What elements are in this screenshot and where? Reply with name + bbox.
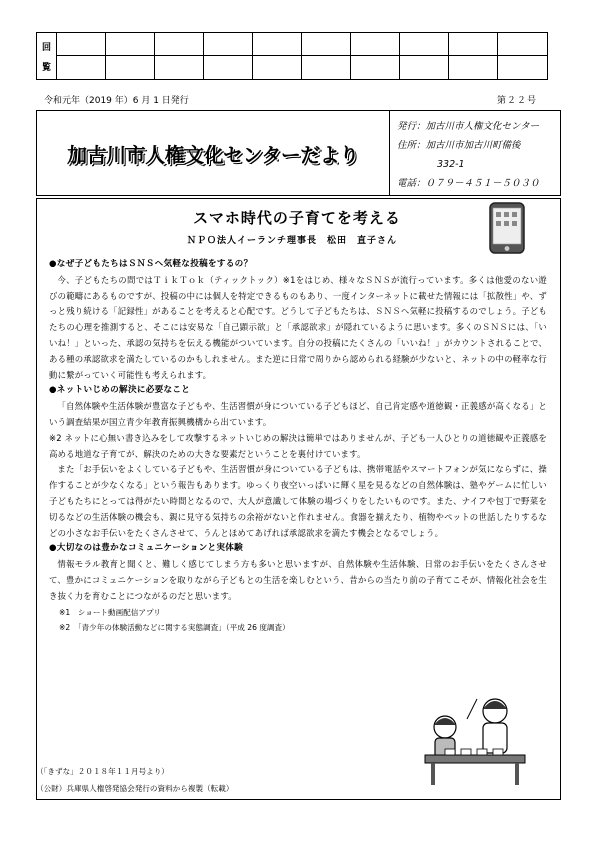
article-body [49,257,547,635]
article-frame [36,198,561,800]
paragraph: 情報モラル教育と聞くと、難しく感じてしまう方も多いと思いますが、自然体験や生活体験、日常のお手伝いをたくさんさせて、豊かにコミュニケーションを取りながら子どもとの生活を楽しむという、昔からの当たり前の子育てこそが、情報化社会を生き抜く力を育むことにつながるのだと思います。 [49,559,547,601]
circulation-cell [351,56,400,79]
circulation-cell [449,33,498,56]
circulation-cell [57,56,106,79]
title-banner [37,111,390,195]
phone-number: 電話：０７９－４５１－５０３０ [397,178,540,189]
circulation-cell [204,56,253,79]
circulation-cell [155,33,204,56]
footnotes [49,605,547,635]
circulation-cell [498,56,547,79]
circulation-cell [253,33,302,56]
source-line-2: （公財）兵庫県人権啓発協会発行の資料から複製（転載） [36,784,234,793]
newsletter-header [36,110,561,196]
issue-number: 第２２号 [496,96,537,106]
publisher-info [397,117,557,193]
circulation-cell [400,33,449,56]
paragraph: 今、子どもたちの間ではＴｉｋＴｏｋ（ティックトック）※1をはじめ、様々なＳＮＳが流行っています。多くは他愛のない遊びの範疇にあるものですが、投稿の中には個人を特定できるものもあり、一度インターネットに載せた情報には「拡散性」や、ずっと残り続ける「記録性」があることを考えると心配です。どうして子どもたちは、ＳＮＳへ気軽に投稿するのでしょう。子どもたちの心理を推測すると、そこには安易な「自己顕示欲」と「承認欲求」が隠れているように思います。多くのＳＮＳには、「いいね！」といった、承認の気持ちを伝える機能がついています。自分の投稿にたくさんの「いいね！」がカウントされることで、ある種の承認欲求を満たしているのかもしれません。また逆に日常で周りから認められる経験が少ないと、ネットの中の軽率な行動に繋がっていく可能性も考えられます。 [49,274,547,380]
section-heading: ●ネットいじめの解決に必要なこと [49,385,191,396]
circulation-label-top: 回 [41,42,51,53]
circulation-cell [155,56,204,79]
article-title: スマホ時代の子育てを考える [193,209,401,227]
circulation-cell [302,33,351,56]
circulation-cell [57,33,106,56]
circulation-cell [204,33,253,56]
footnote-2: ※2 「青少年の体験活動などに関する実態調査」（平成 26 度調査） [59,622,290,632]
publisher: 発行：加古川市人権文化センター [397,121,540,132]
circulation-cell [400,56,449,79]
circulation-cell [498,33,547,56]
circulation-label [37,33,57,79]
smartphone-icon [488,202,526,254]
section-heading: ●大切なのは豊かなコミュニケーションと実体験 [49,543,244,554]
circulation-table [36,32,548,80]
address-line-2: 332-1 [437,159,465,170]
section-heading: ●なぜ子どもたちはＳＮＳへ気軽な投稿をするの？ [49,259,253,269]
circulation-cell [253,56,302,79]
circulation-cell [106,33,155,56]
circulation-cell [351,33,400,56]
circulation-cell [302,56,351,79]
footnote-1: ※1 ショート動画配信アプリ [59,607,161,617]
newsletter-title: 加古川市人権文化センターだより [67,142,359,167]
circulation-cell [449,56,498,79]
circulation-label-bottom: 覧 [41,62,51,73]
source-line-1: （「きずな」２０１８年１１月号より） [36,767,169,776]
address-line-1: 住所：加古川市加古川町備後 [397,140,521,151]
article-author: ＮＰＯ法人イーランチ理事長 松田 直子さん [187,236,398,246]
circulation-cell [106,56,155,79]
issue-date: 令和元年（2019 年）6 月 1 日発行 [44,96,189,106]
paragraph: 「自然体験や生活体験が豊富な子どもや、生活習慣が身についている子どもほど、自己肯定感や道徳観・正義感が高くなる」という調査結果が国立青少年教育振興機構から出ています。 [49,401,547,427]
paragraph: ※2 ネットに心無い書き込みをして攻撃するネットいじめの解決は簡単ではありませんが、子ども一人ひとりの道徳観や正義感を高める地道な子育てが、解決のための大きな要素だということを裏付けています。 [49,432,547,459]
source-credit [36,763,233,797]
children-cooking-illustration [415,689,535,789]
paragraph: また「お手伝いをよくしている子どもや、生活習慣が身についている子どもは、携帯電話やスマートフォンが気にならずに、操作することが少なくなる」という報告もあります。ゆっくり夜空いっぱいに輝く星を見るなどの自然体験は、塾やゲームに忙しい子どもたちにとっては得がたい時間となるので、大人が意識して体験の場づくりをしたいものです。また、ナイフや包丁で野菜を切るなどの生活体験の機会も、親に見守る気持ちの余裕がないと作れません。食器を揃えたり、植物やペットの世話したりするなどの小さなお手伝いをたくさんさせて、うんとほめてあげれば承認欲求を満たす機会となるでしょう。 [49,464,547,538]
